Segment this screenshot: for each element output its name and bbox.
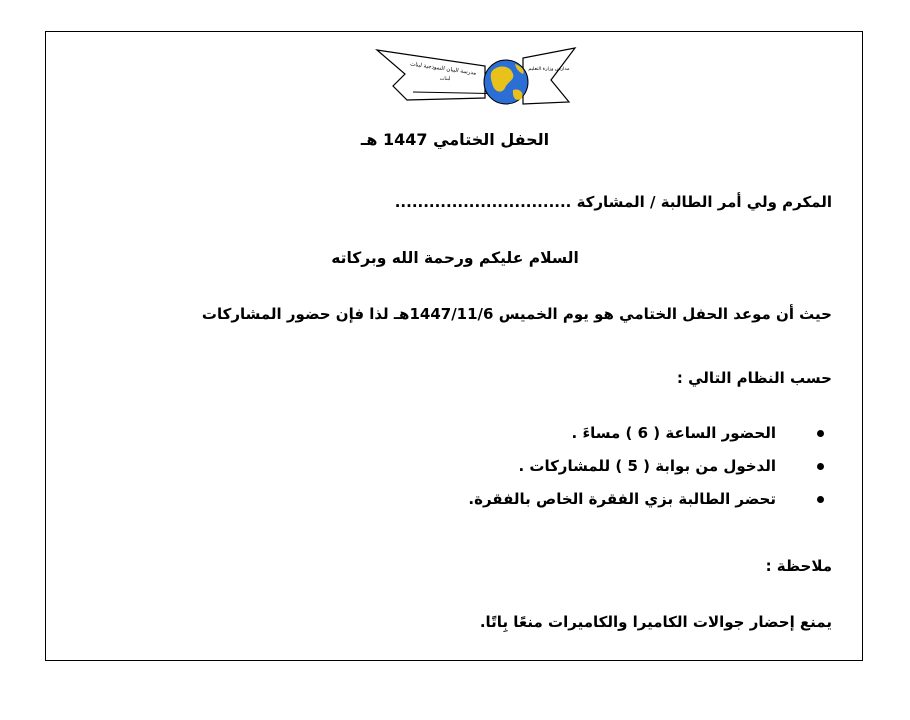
note-label: ملاحظة : [765, 557, 832, 575]
bullet-icon [817, 496, 824, 503]
list-item: الدخول من بوابة ( 5 ) للمشاركات . [468, 456, 832, 489]
bullet-icon [817, 463, 824, 470]
school-logo [373, 44, 579, 116]
document-frame [45, 31, 863, 661]
page-title: الحفل الختامي 1447 هـ [360, 130, 550, 149]
logo-right-text: مدارس وزارة التعليم [528, 67, 570, 72]
salutation: السلام عليكم ورحمة الله وبركاته [331, 249, 579, 267]
event-date-line: حيث أن موعد الحفل الختامي هو يوم الخميس 1447/11/6هـ لذا فإن حضور المشاركات [201, 305, 832, 323]
greeting-line: المكرم ولي أمر الطالبة / المشاركة ............................... [394, 193, 832, 211]
svg-text:لبنات: لبنات [439, 76, 451, 82]
list-item: تحضر الطالبة بزي الفقرة الخاص بالفقرة. [468, 489, 832, 522]
system-heading: حسب النظام التالي : [676, 369, 832, 387]
note-text: يمنع إحضار جوالات الكاميرا والكاميرات منعًا بِاتًا. [479, 613, 832, 631]
bullet-icon [817, 430, 824, 437]
list-item: الحضور الساعة ( 6 ) مساءَ . [468, 423, 832, 456]
logo-left-text: مدرسة البيان النموذجية لبنات [409, 61, 477, 77]
instructions-list [468, 423, 832, 522]
